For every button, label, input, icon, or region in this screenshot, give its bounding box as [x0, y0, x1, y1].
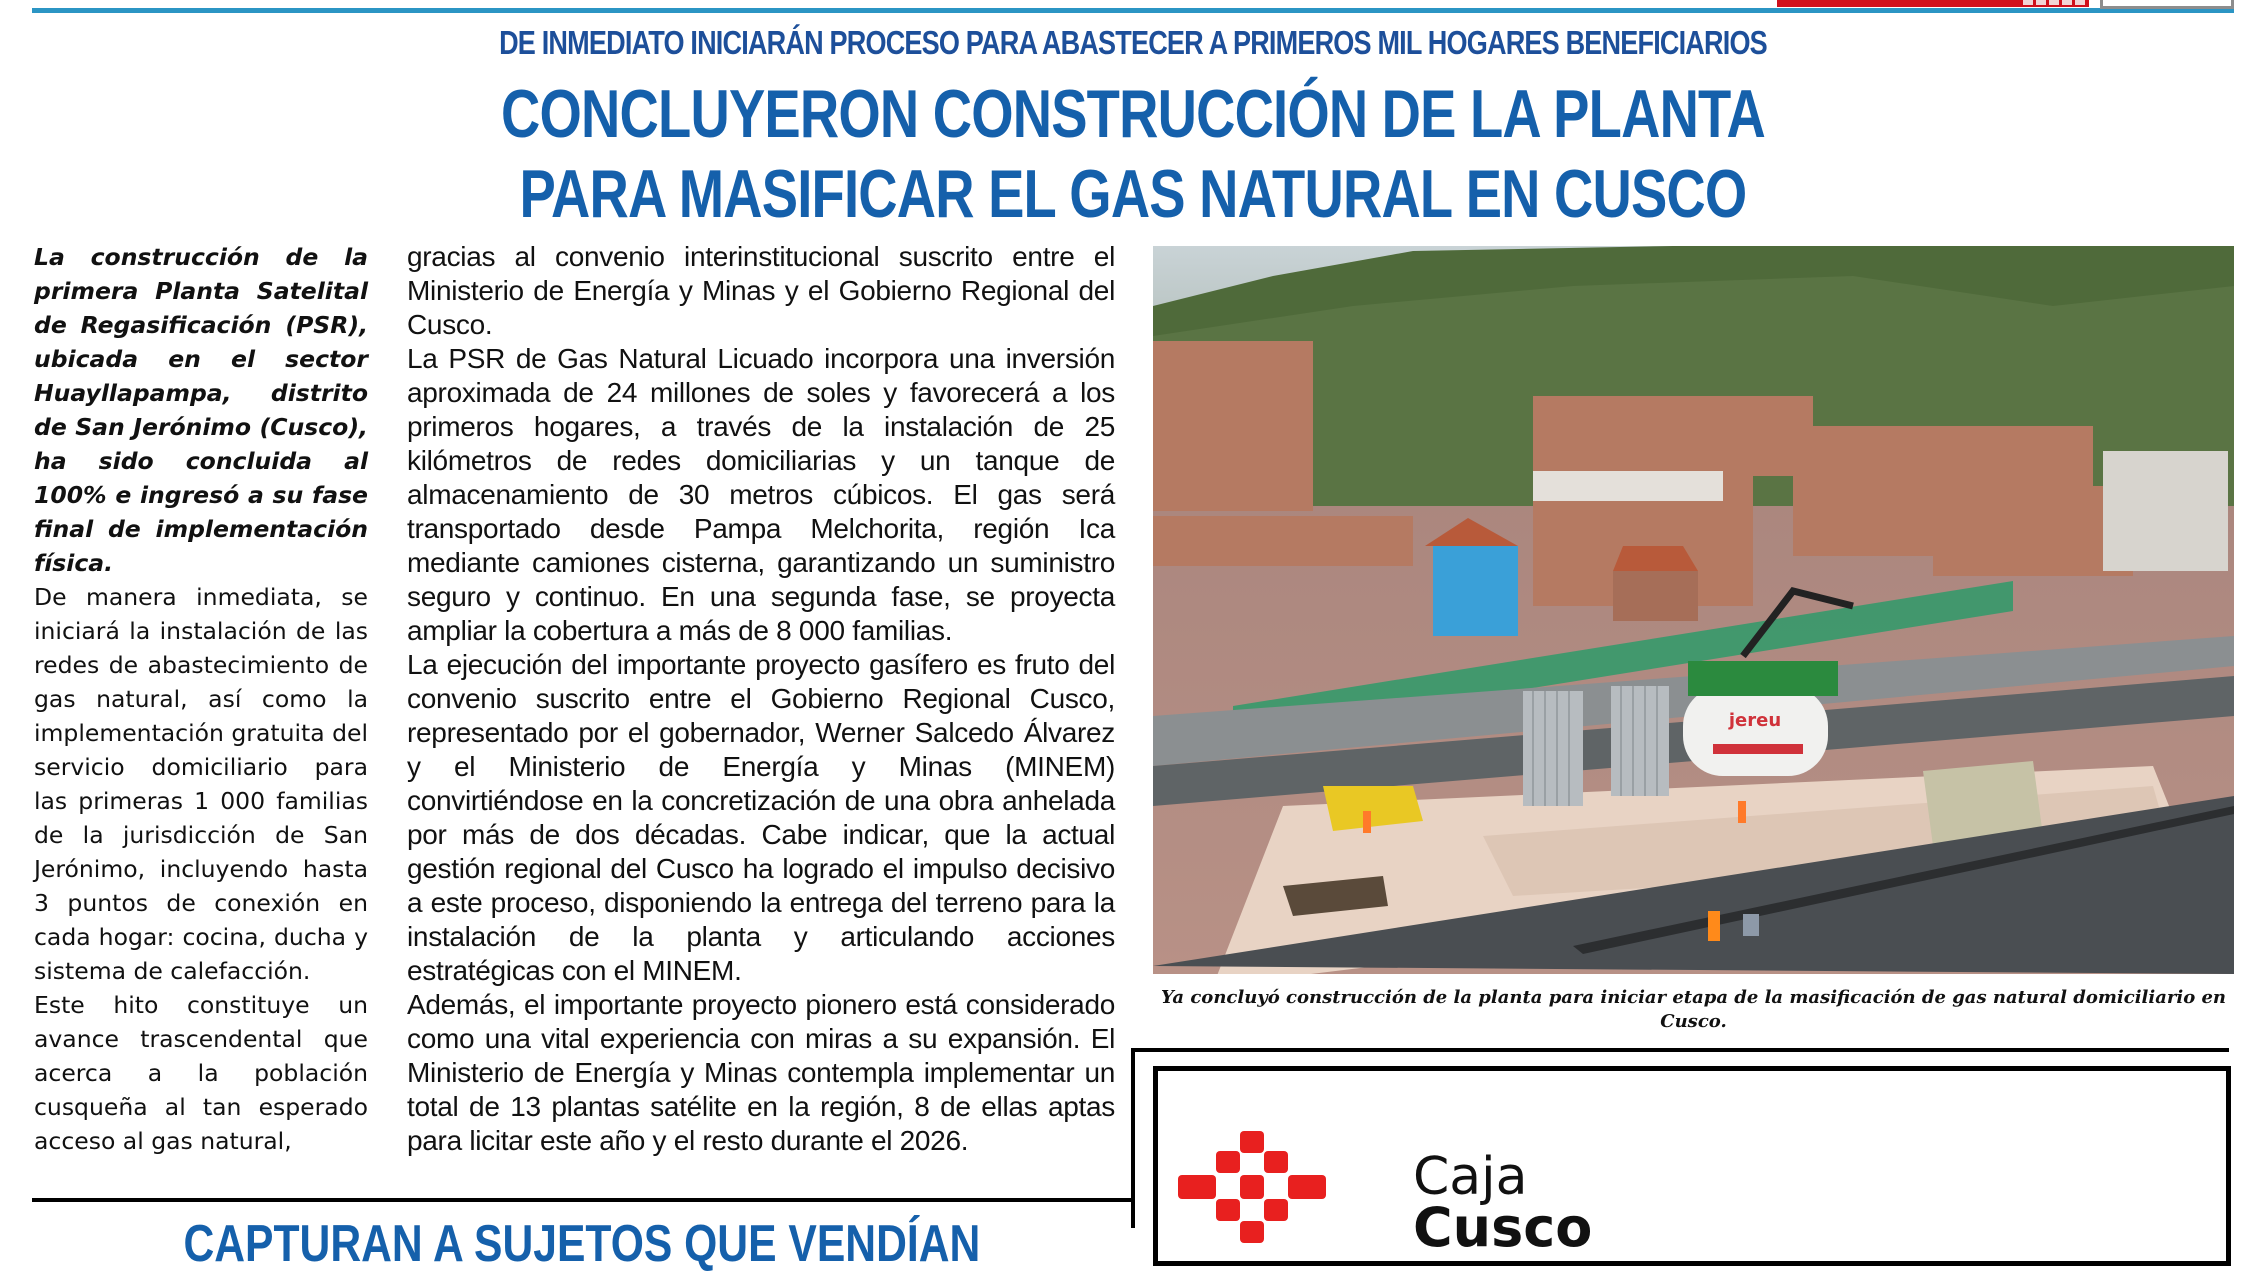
column-divider [1131, 1048, 1135, 1228]
headline-line-1: CONCLUYERON CONSTRUCCIÓN DE LA PLANTA [501, 76, 1765, 152]
article-column-1 [34, 240, 368, 1158]
article-lead: La construcción de la primera Planta Satelital de Regasificación (PSR), ubicada en el sector Huayllapampa, distrito de San Jerónimo (Cusco), ha sido concluida al 100% e ingresó a su fase final de implementación física. [34, 243, 368, 577]
tank-label: jereu [1728, 710, 1782, 731]
headline-line-2: PARA MASIFICAR EL GAS NATURAL EN CUSCO [519, 156, 1747, 232]
photo-caption: Ya concluyó construcción de la planta para iniciar etapa de la masificación de gas natural domiciliario en Cusco. [1160, 987, 2227, 1032]
paragraph: De manera inmediata, se iniciará la instalación de las redes de abastecimiento de gas natural, así como la implementación gratuita del servicio domiciliario para las primeras 1 000 familias de la jurisdicción de San Jerónimo, incluyendo hasta 3 puntos de conexión en cada hogar: cocina, ducha y sistema de calefacción. [34, 583, 368, 985]
paragraph: Además, el importante proyecto pionero está considerado como una vital experiencia con miras a su expansión. El Ministerio de Energía y Minas contempla implementar un total de 13 plantas satélite en la región, 8 de ellas aptas para licitar este año y el resto durante el 2026. [407, 989, 1115, 1156]
article-photo [1153, 246, 2234, 974]
caja-cusco-ad[interactable] [1153, 1066, 2231, 1266]
section-tab-bar [1777, 0, 2089, 7]
article-headline [32, 74, 2234, 234]
article-kicker: DE INMEDIATO INICIARÁN PROCESO PARA ABASTECER A PRIMEROS MIL HOGARES BENEFICIARIOS [499, 24, 1767, 61]
paragraph: gracias al convenio interinstitucional suscrito entre el Ministerio de Energía y Minas y el Gobierno Regional del Cusco. [407, 241, 1115, 340]
next-article-headline: CAPTURAN A SUJETOS QUE VENDÍAN [183, 1215, 980, 1273]
paragraph: La ejecución del importante proyecto gasífero es fruto del convenio suscrito entre el Gobierno Regional Cusco, representado por el gobernador, Werner Salcedo Álvarez y el Ministerio de Energía y Minas (MINEM) convirtiéndose en la concretización de una obra anhelada por más de dos décadas. Cabe indicar, que la actual gestión regional del Cusco ha logrado el impulso decisivo a este proceso, disponiendo la entrega del terreno para la instalación de la planta y articulando acciones estratégicas con el MINEM. [407, 649, 1115, 986]
caption-divider [1131, 1048, 2229, 1052]
top-blue-rule [32, 8, 2234, 13]
caja-cusco-logo-icon [1178, 1131, 1328, 1250]
article-column-2 [407, 240, 1115, 1158]
paragraph: La PSR de Gas Natural Licuado incorpora una inversión aproximada de 24 millones de soles y favorecerá a los primeros hogares, a través de la instalación de 25 kilómetros de redes domiciliarias y un tanque de almacenamiento de 30 metros cúbicos. El gas será transportado desde Pampa Melchorita, región Ica mediante camiones cisterna, garantizando un suministro seguro y continuo. En una segunda fase, se proyecta ampliar la cobertura a más de 8 000 familias. [407, 343, 1115, 646]
page-tab-box [2100, 0, 2234, 9]
section-divider [32, 1198, 1131, 1202]
tab-bar-blocks [2023, 0, 2085, 5]
plant-site-photo-illustration [1153, 246, 2234, 974]
ad-brand-line-2: Cusco [1413, 1196, 1593, 1259]
ad-brand-line-1: Caja [1413, 1147, 1528, 1207]
paragraph: Este hito constituye un avance trascendental que acerca a la población cusqueña al tan esperado acceso al gas natural, [34, 991, 368, 1155]
